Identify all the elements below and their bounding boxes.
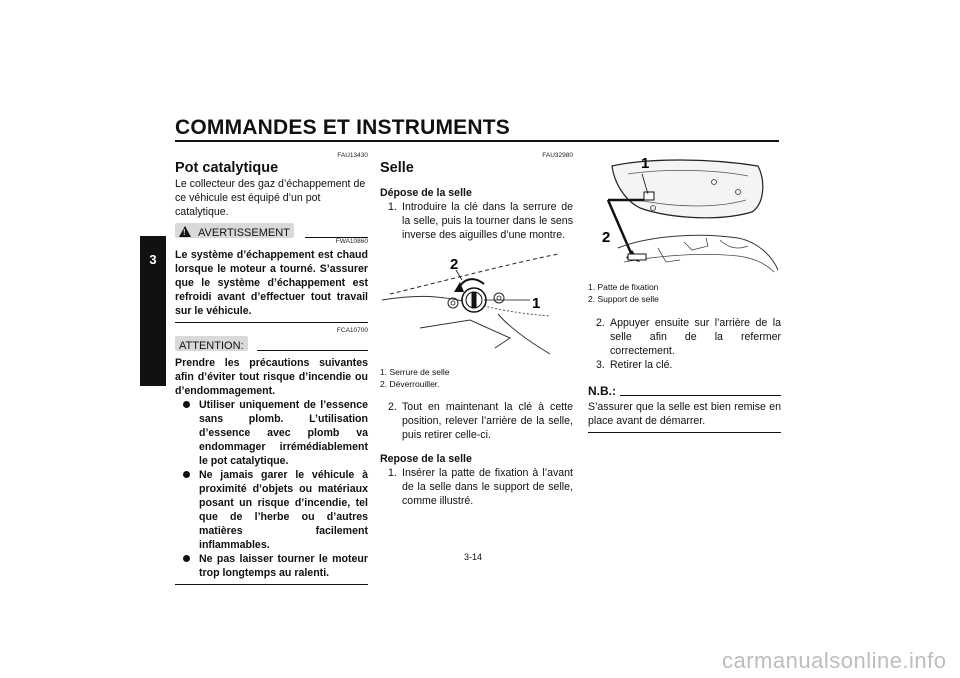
caption-1: 1. Patte de fixation [588, 282, 659, 292]
warning-heading [175, 222, 368, 240]
note-label: N.B.: [588, 384, 616, 398]
install-title: Repose de la selle [380, 453, 472, 465]
caution-code: FCA10700 [336, 327, 368, 334]
fixing-tab-icon [644, 192, 654, 200]
note-heading [588, 382, 781, 398]
warning-badge [175, 223, 294, 238]
note-end-rule [588, 432, 781, 433]
column-seat [380, 152, 573, 242]
seat-underside [612, 160, 763, 218]
list-item: Ne jamais garer le véhicule à proximité d’objets ou matériaux posant un risque d’incendie, tel que de l’herbe ou d’autres matières facilement inflammables. [175, 468, 368, 552]
section-title-seat: Selle [380, 160, 414, 176]
install-step-2: 2. Appuyer ensuite sur l’arrière de la selle afin de la refermer correctement. [596, 317, 781, 357]
caution-text: Prendre les précautions suivantes afin d’éviter tout risque d’incendie ou d’endommagement. [175, 357, 368, 397]
warning-rule [305, 237, 368, 238]
seat-lock-figure [380, 242, 576, 364]
warning-label: AVERTISSEMENT [198, 227, 290, 240]
install-step-3: 3. Retirer la clé. [596, 359, 673, 371]
figure-line [618, 235, 778, 270]
figure-line [420, 320, 510, 348]
section-code: FAU32980 [542, 152, 573, 159]
warning-triangle-icon: ! [179, 226, 191, 237]
caption-2: 2. Déverrouiller. [380, 379, 440, 389]
caution-heading [175, 335, 368, 353]
install-step-1: 1. Insérer la patte de fixation à l’avant de la selle dans le support de selle, comme illustré. [388, 467, 573, 507]
note-rule [620, 395, 781, 396]
caution-badge [175, 336, 248, 351]
removal-step-2: 2. Tout en maintenant la clé à cette position, relever l’arrière de la selle, puis retirer celle-ci. [388, 401, 573, 441]
screw-icon [497, 296, 501, 300]
column-seat-install [588, 281, 781, 433]
caution-end-rule [175, 584, 368, 585]
page-number: 3-14 [464, 552, 483, 562]
list-item: Utiliser uniquement de l’essence sans plomb. L’utilisation d’essence avec plomb va endommager irrémédiablement le pot catalytique. [175, 398, 368, 468]
column-seat-continued [380, 366, 573, 508]
warning-code: FWA10860 [335, 238, 368, 245]
removal-title: Dépose de la selle [380, 187, 472, 199]
intro-text: Le collecteur des gaz d’échappement de ce véhicule est équipé d’un pot catalytique. [175, 178, 366, 218]
insertion-arrow [608, 200, 634, 260]
screw-icon [451, 301, 455, 305]
caution-rule [257, 350, 368, 351]
caption-2: 2. Support de selle [588, 294, 659, 304]
section-code: FAU13430 [337, 152, 368, 159]
figure-callout-1: 1 [532, 295, 541, 312]
figure-line [498, 314, 550, 354]
page-title: COMMANDES ET INSTRUMENTS [175, 116, 510, 139]
figure-line [382, 296, 468, 302]
screw-icon [494, 293, 504, 303]
figure-callout-2: 2 [602, 229, 611, 246]
figure-line [684, 238, 708, 250]
figure-callout-1: 1 [641, 155, 650, 172]
column-catalytic [175, 152, 368, 585]
removal-step-1: 1. Introduire la clé dans la serrure de la selle, puis la tourner dans le sens inverse des aiguilles d’une montre. [388, 201, 573, 241]
figure-line [720, 240, 748, 248]
caution-label: ATTENTION: [179, 340, 244, 353]
seat-bracket-icon [628, 254, 646, 260]
warning-end-rule [175, 322, 368, 323]
bullet-icon [183, 471, 190, 478]
list-item: Ne pas laisser tourner le moteur trop longtemps au ralenti. [175, 552, 368, 580]
bullet-icon [183, 401, 190, 408]
figure-callout-2: 2 [450, 256, 459, 273]
note-text: S’assurer que la selle est bien remise en place avant de démarrer. [588, 401, 781, 427]
caption-1: 1. Serrure de selle [380, 367, 450, 377]
chapter-tab: 3 [140, 236, 166, 386]
seat-bracket-figure [588, 152, 784, 278]
bullet-icon [183, 555, 190, 562]
watermark: carmanualsonline.info [722, 648, 947, 673]
header-rule [175, 140, 779, 142]
section-title-catalytic: Pot catalytique [175, 160, 279, 176]
warning-text: Le système d’échappement est chaud lorsque le moteur a tourné. S’assurer que le système d’échappement est refroidi avant d’effectuer tout travail sur le véhicule. [175, 249, 368, 317]
key-slot-icon [472, 292, 477, 308]
